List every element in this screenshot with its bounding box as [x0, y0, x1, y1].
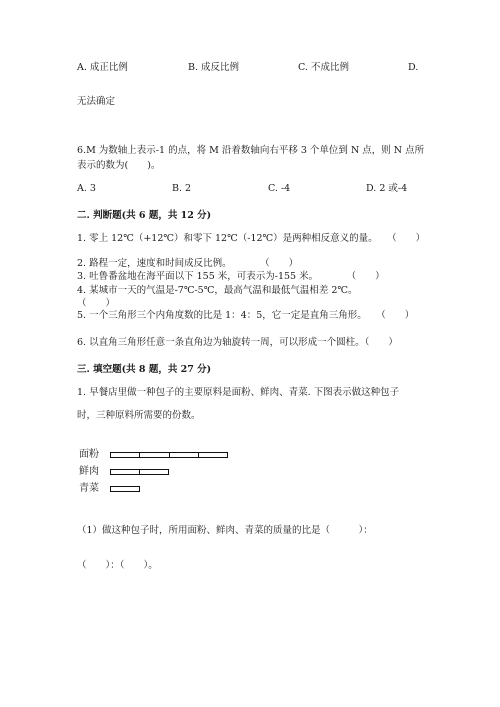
chart-bar-segment-divider: [139, 452, 140, 458]
fill-q1-sub1-line2: （ ）：（ ）。: [77, 560, 158, 571]
q5-option-d: D.: [408, 62, 419, 73]
section2-title: 二. 判断题(共 6 题，共 12 分): [77, 210, 212, 221]
judge-item-2: 2. 路程一定，速度和时间成反比例。 （ ）: [77, 258, 299, 269]
q6-option-b: B. 2: [172, 183, 192, 194]
judge-item-4: 4. 某城市一天的气温是-7℃-5℃，最高气温和最低气温相差 2℃。: [77, 285, 358, 296]
q5-option-a: A. 成正比例: [77, 62, 128, 73]
q6-option-d: D. 2 或-4: [366, 183, 408, 194]
judge-item-3: 3. 吐鲁番盆地在海平面以下 155 米，可表示为-155 米。 （ ）: [77, 271, 385, 282]
chart-bar-segment-divider: [198, 452, 199, 458]
chart-bar: [110, 469, 169, 475]
chart-bar: [110, 452, 228, 458]
judge-item-6: 6. 以直角三角形任意一条直角边为轴旋转一周，可以形成一个圆柱。（ ）: [77, 337, 398, 348]
q6-stem-line2: 表示的数为( )。: [77, 160, 161, 171]
fill-q1-line1: 1. 早餐店里做一种包子的主要原料是面粉、鲜肉、青菜. 下图表示做这种包子: [77, 387, 400, 398]
chart-category-label: 面粉: [79, 449, 99, 460]
q5-option-b: B. 成反比例: [188, 62, 240, 73]
chart-bar-segment-divider: [169, 452, 170, 458]
fill-q1-sub1-line1: （1）做这种包子时，所用面粉、鲜肉、青菜的质量的比是（ ）：: [77, 525, 373, 536]
section3-title: 三. 填空题(共 8 题，共 27 分): [77, 364, 212, 375]
q6-option-c: C. -4: [268, 183, 291, 194]
judge-item-1: 1. 零上 12℃（+12℃）和零下 12℃（-12℃）是两种相反意义的量。 （ ）: [77, 233, 426, 244]
q5-option-c: C. 不成比例: [298, 62, 349, 73]
judge-item-5: 5. 一个三角形三个内角度数的比是 1：4：5，它一定是直角三角形。 （ ）: [77, 310, 415, 321]
q6-stem-line1: 6.M 为数轴上表示-1 的点，将 M 沿着数轴向右平移 3 个单位到 N 点，则 N 点所: [77, 145, 425, 156]
chart-bar: [110, 486, 140, 492]
fill-q1-line2: 时，三种原料所需要的份数。: [77, 410, 201, 421]
q6-option-a: A. 3: [77, 183, 96, 194]
chart-category-label: 青菜: [79, 483, 99, 494]
judge-item-4-bracket: （ ）: [77, 298, 116, 309]
chart-category-label: 鲜肉: [79, 466, 99, 477]
chart-bar-segment-divider: [139, 469, 140, 475]
q5-option-d-continued: 无法确定: [77, 96, 116, 107]
